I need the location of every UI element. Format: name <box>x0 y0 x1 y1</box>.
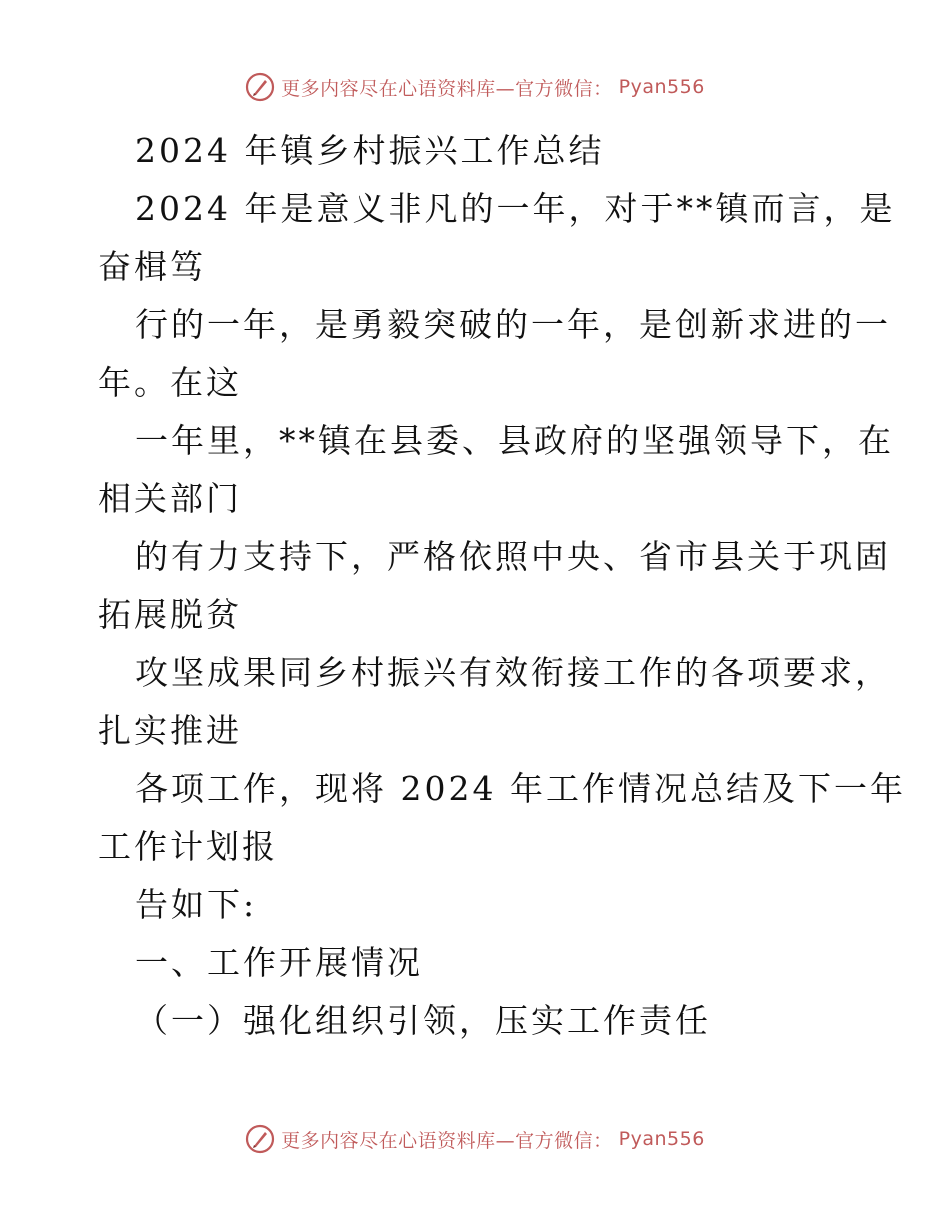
paragraph-line: 一年里，**镇在县委、县政府的坚强领导下，在 <box>135 421 894 460</box>
section-heading: 一、工作开展情况 <box>135 943 423 982</box>
paragraph-line: 攻坚成果同乡村振兴有效衔接工作的各项要求， <box>135 653 891 692</box>
paragraph-line: 相关部门 <box>98 479 242 518</box>
watermark-wechat-id: Pyan556 <box>618 76 705 98</box>
paragraph-line: 的有力支持下，严格依照中央、省市县关于巩固 <box>135 537 891 576</box>
paragraph-line: 工作计划报 <box>98 827 278 866</box>
paragraph-line: 扎实推进 <box>98 711 242 750</box>
watermark-text: 更多内容尽在心语资料库—官方微信： <box>281 1129 613 1152</box>
quill-logo-icon <box>245 72 275 102</box>
paragraph-line: 告如下: <box>135 885 258 924</box>
footer-watermark <box>0 1124 950 1154</box>
paragraph-line: 年。在这 <box>98 363 242 402</box>
header-watermark <box>0 72 950 102</box>
paragraph-line: 拓展脱贫 <box>98 595 242 634</box>
subsection-heading: （一）强化组织引领，压实工作责任 <box>135 1001 711 1040</box>
paragraph-line: 行的一年，是勇毅突破的一年，是创新求进的一 <box>135 305 891 344</box>
document-body <box>98 122 906 1050</box>
document-title: 2024 年镇乡村振兴工作总结 <box>135 131 605 170</box>
watermark-text: 更多内容尽在心语资料库—官方微信： <box>281 77 613 100</box>
paragraph-line: 2024 年是意义非凡的一年，对于**镇而言，是 <box>135 189 896 228</box>
quill-logo-icon <box>245 1124 275 1154</box>
paragraph-line: 各项工作，现将 2024 年工作情况总结及下一年 <box>135 769 906 808</box>
paragraph-line: 奋楫笃 <box>98 247 206 286</box>
watermark-wechat-id: Pyan556 <box>618 1128 705 1150</box>
